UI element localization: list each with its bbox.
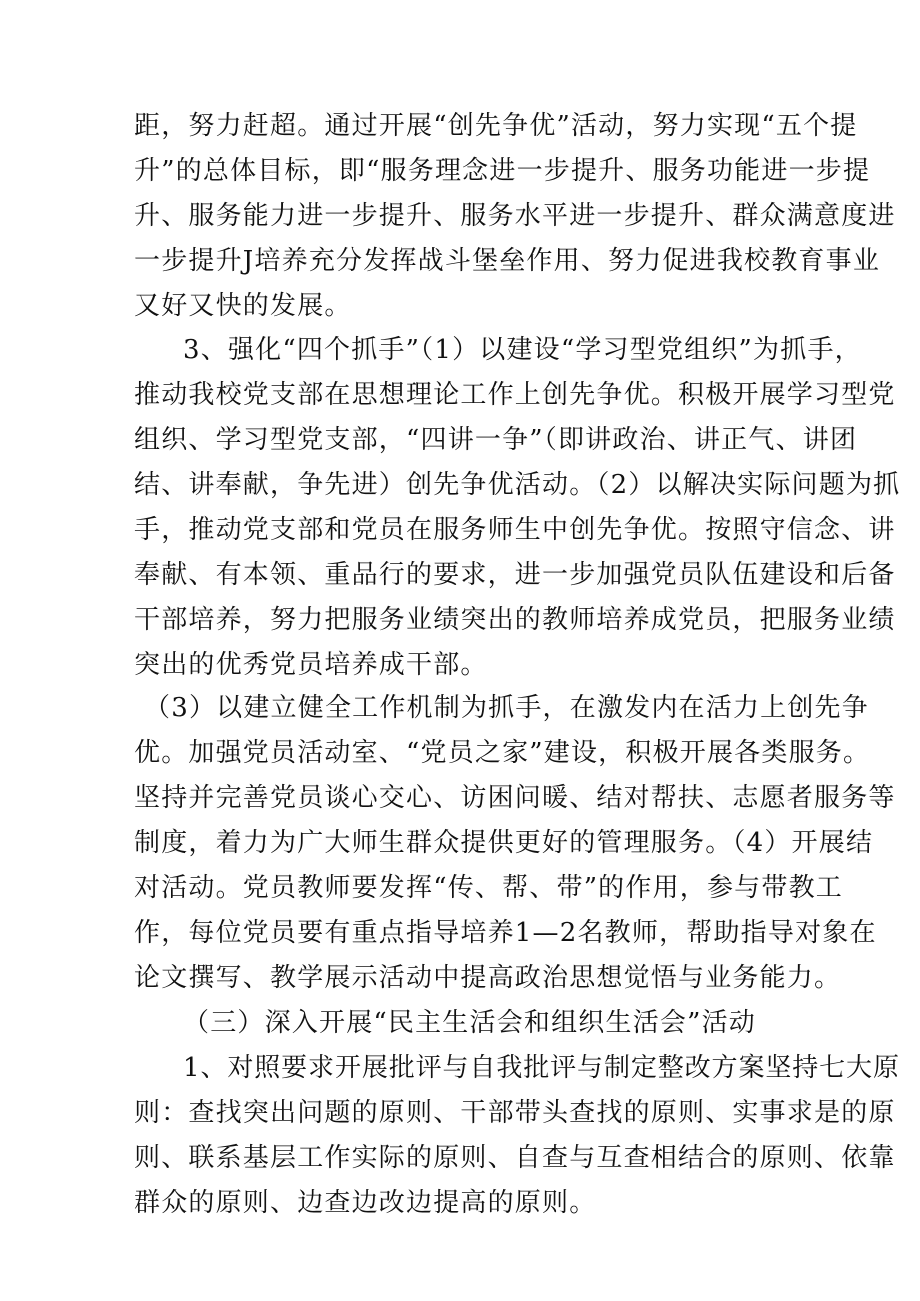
paragraph-3-line-5: 对活动。党员教师要发挥“传、帮、带”的作用，参与带教工: [134, 873, 843, 903]
paragraph-2-line-8: 突出的优秀党员培养成干部。: [134, 650, 488, 680]
paragraph-2-line-5: 手，推动党支部和党员在服务师生中创先争优。按照守信念、讲: [134, 515, 896, 545]
paragraph-2-line-7: 干部培养，努力把服务业绩突出的教师培养成党员，把服务业绩: [134, 605, 896, 635]
paragraph-3-line-7: 论文撰写、教学展示活动中提高政治思想觉悟与业务能力。: [134, 963, 842, 993]
paragraph-1-line-1: 距，努力赶超。通过开展“创先争优”活动，努力实现“五个提: [134, 111, 858, 141]
paragraph-2-line-2: 推动我校党支部在思想理论工作上创先争优。积极开展学习型党: [134, 380, 896, 410]
paragraph-2-line-3: 组织、学习型党支部，“四讲一争”（即讲政治、讲正气、讲团: [134, 425, 858, 455]
paragraph-3-line-2: 优。加强党员活动室、“党员之家”建设，积极开展各类服务。: [134, 738, 871, 768]
paragraph-4-line-4: 群众的原则、边查边改边提高的原则。: [134, 1188, 597, 1218]
paragraph-4-line-1: 1、对照要求开展批评与自我批评与制定整改方案坚持七大原: [183, 1053, 900, 1083]
paragraph-3-line-4: 制度，着力为广大师生群众提供更好的管理服务。（4）开展结: [134, 828, 874, 858]
paragraph-4-line-3: 则、联系基层工作实际的原则、自查与互查相结合的原则、依靠: [134, 1143, 896, 1173]
paragraph-1-line-5: 又好又快的发展。: [134, 291, 352, 321]
paragraph-3-line-3: 坚持并完善党员谈心交心、访困问暖、结对帮扶、志愿者服务等: [134, 783, 896, 813]
paragraph-1-line-4: 一步提升J培养充分发挥战斗堡垒作用、努力促进我校教育事业: [134, 246, 881, 276]
paragraph-2-line-1: 3、强化“四个抓手”（1）以建设“学习型党组织”为抓手，: [183, 335, 862, 365]
paragraph-2-line-6: 奉献、有本领、重品行的要求，进一步加强党员队伍建设和后备: [134, 560, 896, 590]
paragraph-4-line-2: 则：查找突出问题的原则、干部带头查找的原则、实事求是的原: [134, 1098, 896, 1128]
section-heading-3: （三）深入开展“民主生活会和组织生活会”活动: [183, 1008, 756, 1038]
paragraph-1-line-2: 升”的总体目标，即“服务理念进一步提升、服务功能进一步提: [134, 156, 871, 186]
paragraph-3-line-6: 作，每位党员要有重点指导培养1—2名教师，帮助指导对象在: [134, 918, 877, 948]
paragraph-3-line-1: （3）以建立健全工作机制为抓手，在激发内在活力上创先争: [144, 693, 869, 723]
paragraph-2-line-4: 结、讲奉献，争先进）创先争优活动。（2）以解决实际问题为抓: [134, 470, 901, 500]
paragraph-1-line-3: 升、服务能力进一步提升、服务水平进一步提升、群众满意度进: [134, 201, 896, 231]
